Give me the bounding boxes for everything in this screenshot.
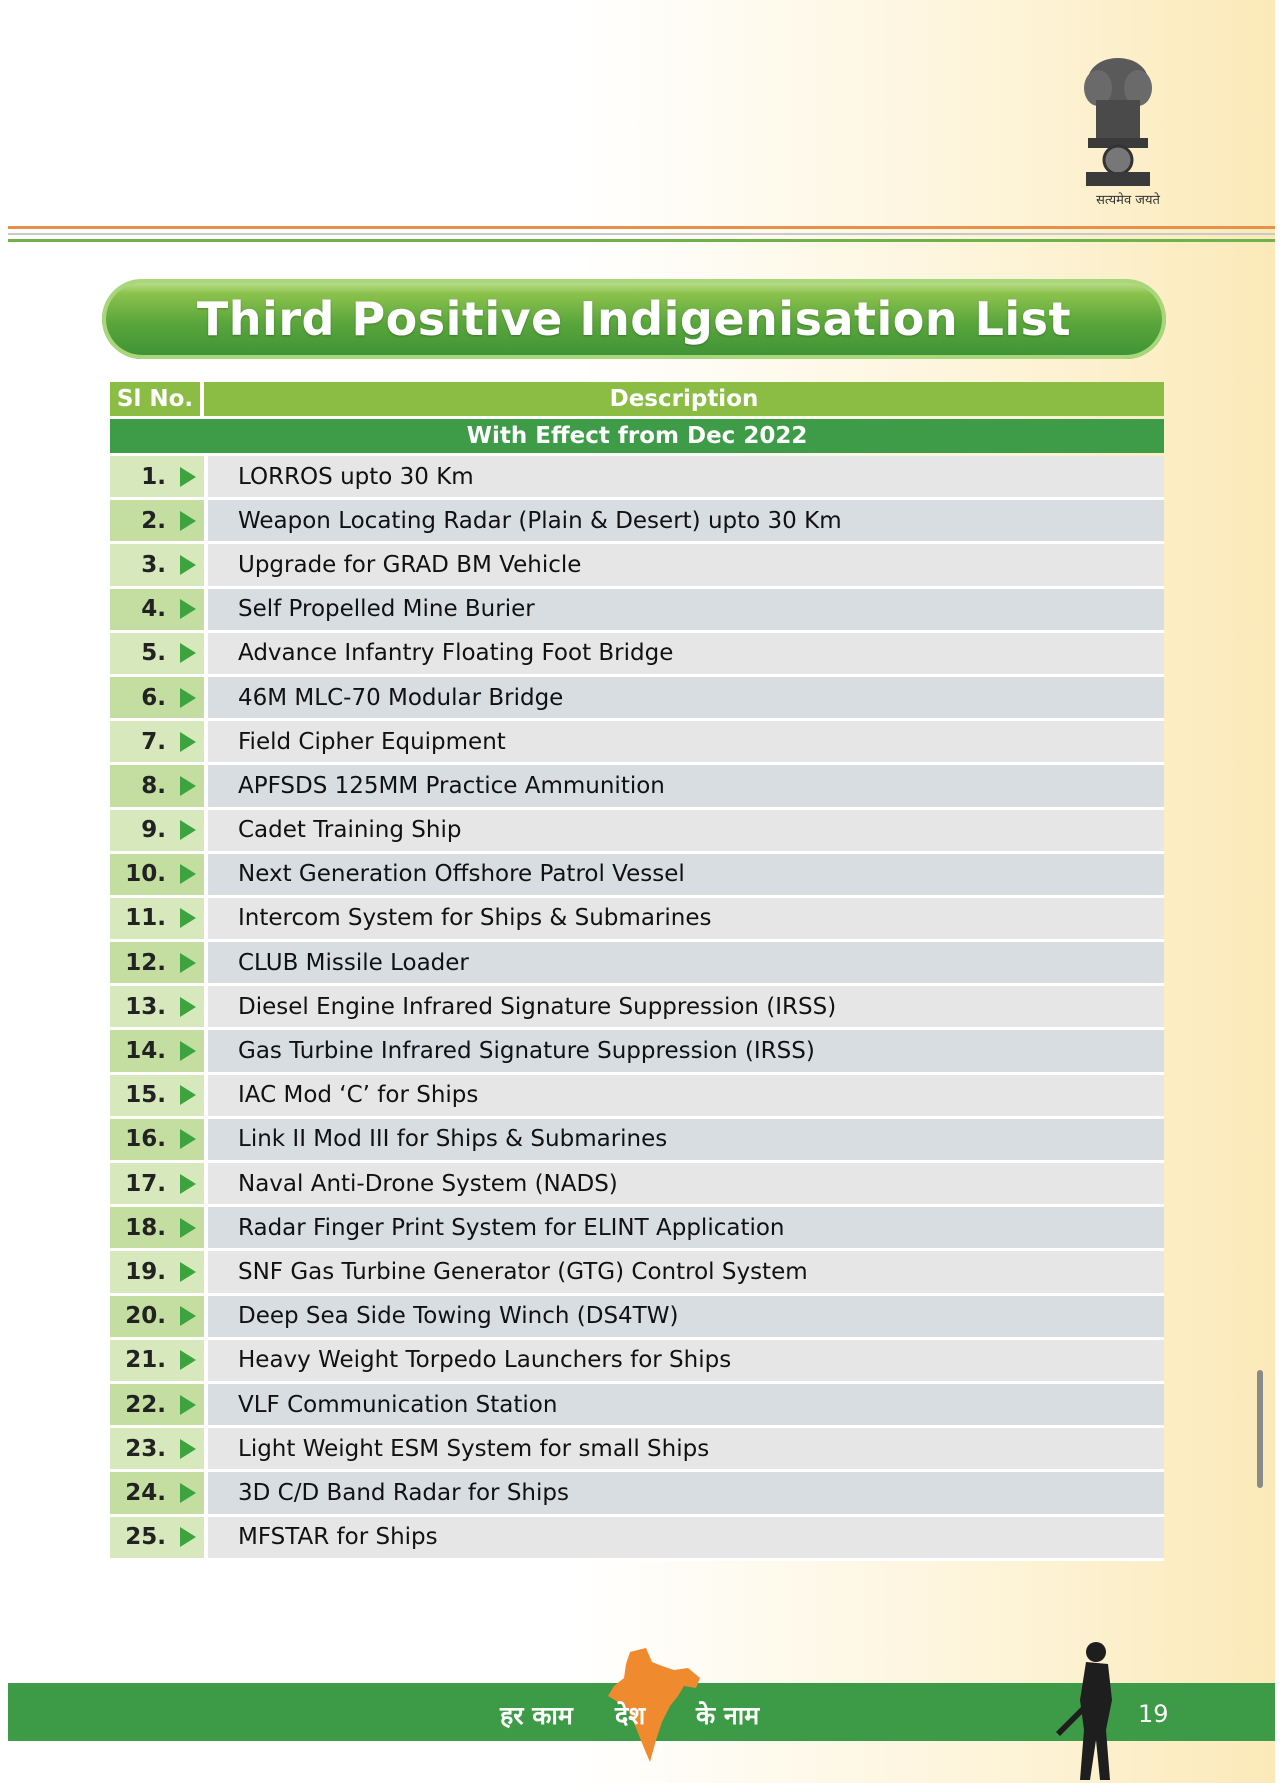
description-cell: IAC Mod ‘C’ for Ships [208,1075,1164,1116]
title-banner [102,279,1166,359]
serial-number: 4. [141,596,166,623]
description-cell: Weapon Locating Radar (Plain & Desert) upto 30 Km [208,500,1164,541]
table-row [110,765,1164,809]
serial-cell [110,544,204,585]
table-row [110,1472,1164,1516]
description-cell: SNF Gas Turbine Generator (GTG) Control System [208,1251,1164,1292]
page-title: Third Positive Indigenisation List [196,292,1072,346]
serial-cell [110,1340,204,1381]
play-arrow-icon [180,1350,196,1370]
table-row [110,1163,1164,1207]
serial-cell [110,456,204,497]
play-arrow-icon [180,1439,196,1459]
serial-cell [110,1384,204,1425]
serial-cell [110,1030,204,1071]
play-arrow-icon [180,599,196,619]
play-arrow-icon [180,997,196,1017]
table-row [110,898,1164,942]
serial-cell [110,854,204,895]
table-row [110,589,1164,633]
description-cell: 46M MLC-70 Modular Bridge [208,677,1164,718]
table-row [110,633,1164,677]
document-page [8,0,1275,1783]
serial-number: 20. [125,1303,166,1330]
serial-number: 19. [125,1258,166,1285]
description-cell: Field Cipher Equipment [208,721,1164,762]
table-row [110,1428,1164,1472]
table-row [110,721,1164,765]
table-header [110,382,1164,416]
serial-cell [110,1517,204,1558]
serial-number: 1. [141,463,166,490]
serial-number: 11. [125,905,166,932]
play-arrow-icon [180,1041,196,1061]
serial-cell [110,986,204,1027]
table-row [110,1384,1164,1428]
table-body [110,456,1164,1561]
serial-cell [110,1163,204,1204]
table-row [110,942,1164,986]
grey-rule [8,233,1275,235]
serial-cell [110,765,204,806]
table-row [110,456,1164,500]
description-cell: Self Propelled Mine Burier [208,589,1164,630]
serial-number: 16. [125,1126,166,1153]
description-cell: CLUB Missile Loader [208,942,1164,983]
serial-cell [110,942,204,983]
play-arrow-icon [180,1218,196,1238]
play-arrow-icon [180,1306,196,1326]
description-cell: Upgrade for GRAD BM Vehicle [208,544,1164,585]
table-row [110,854,1164,898]
table-row [110,1119,1164,1163]
description-cell: Light Weight ESM System for small Ships [208,1428,1164,1469]
table-row [110,677,1164,721]
saffron-rule [8,226,1275,229]
serial-number: 25. [125,1524,166,1551]
serial-number: 21. [125,1347,166,1374]
scrollbar-thumb[interactable] [1257,1370,1263,1488]
play-arrow-icon [180,1174,196,1194]
serial-number: 18. [125,1214,166,1241]
serial-cell [110,500,204,541]
serial-number: 6. [141,684,166,711]
serial-number: 23. [125,1435,166,1462]
description-cell: Diesel Engine Infrared Signature Suppression (IRSS) [208,986,1164,1027]
table-row [110,1207,1164,1251]
table-row [110,1251,1164,1295]
play-arrow-icon [180,1527,196,1547]
section-header: With Effect from Dec 2022 [110,419,1164,453]
description-cell: Heavy Weight Torpedo Launchers for Ships [208,1340,1164,1381]
play-arrow-icon [180,1395,196,1415]
play-arrow-icon [180,732,196,752]
description-cell: APFSDS 125MM Practice Ammunition [208,765,1164,806]
serial-number: 17. [125,1170,166,1197]
play-arrow-icon [180,688,196,708]
serial-number: 3. [141,551,166,578]
serial-number: 2. [141,507,166,534]
play-arrow-icon [180,908,196,928]
table-row [110,1075,1164,1119]
national-emblem-icon [1068,50,1168,210]
play-arrow-icon [180,776,196,796]
page-number: 19 [1138,1700,1169,1728]
description-cell: LORROS upto 30 Km [208,456,1164,497]
indigenisation-table [110,382,1164,1561]
serial-number: 5. [141,640,166,667]
description-cell: Radar Finger Print System for ELINT Application [208,1207,1164,1248]
serial-number: 14. [125,1038,166,1065]
description-cell: Deep Sea Side Towing Winch (DS4TW) [208,1296,1164,1337]
serial-number: 22. [125,1391,166,1418]
table-row [110,810,1164,854]
serial-cell [110,721,204,762]
play-arrow-icon [180,511,196,531]
serial-cell [110,633,204,674]
description-cell: Advance Infantry Floating Foot Bridge [208,633,1164,674]
serial-number: 9. [141,817,166,844]
play-arrow-icon [180,1483,196,1503]
description-cell: 3D C/D Band Radar for Ships [208,1472,1164,1513]
soldier-silhouette-icon [1056,1640,1126,1783]
sl-no-header: Sl No. [110,382,200,416]
description-cell: Next Generation Offshore Patrol Vessel [208,854,1164,895]
description-cell: MFSTAR for Ships [208,1517,1164,1558]
serial-number: 13. [125,993,166,1020]
description-cell: Intercom System for Ships & Submarines [208,898,1164,939]
table-row [110,986,1164,1030]
serial-number: 8. [141,772,166,799]
serial-number: 10. [125,861,166,888]
description-cell: VLF Communication Station [208,1384,1164,1425]
table-row [110,1296,1164,1340]
serial-number: 15. [125,1082,166,1109]
emblem-caption: सत्यमेव जयते [1096,193,1160,208]
slogan-right: के नाम [696,1701,760,1730]
serial-cell [110,1251,204,1292]
serial-number: 24. [125,1479,166,1506]
description-cell: Gas Turbine Infrared Signature Suppression (IRSS) [208,1030,1164,1071]
table-row [110,1030,1164,1074]
serial-number: 12. [125,949,166,976]
play-arrow-icon [180,953,196,973]
serial-cell [110,1296,204,1337]
table-row [110,544,1164,588]
green-rule [8,239,1275,242]
serial-cell [110,898,204,939]
serial-cell [110,1075,204,1116]
slogan-mid: देश [615,1701,646,1730]
description-cell: Link II Mod III for Ships & Submarines [208,1119,1164,1160]
play-arrow-icon [180,1262,196,1282]
description-header: Description [204,382,1164,416]
table-row [110,1340,1164,1384]
serial-cell [110,810,204,851]
description-cell: Naval Anti-Drone System (NADS) [208,1163,1164,1204]
serial-cell [110,1207,204,1248]
play-arrow-icon [180,467,196,487]
serial-cell [110,1472,204,1513]
serial-cell [110,1119,204,1160]
play-arrow-icon [180,1129,196,1149]
table-row [110,500,1164,544]
play-arrow-icon [180,1085,196,1105]
table-row [110,1517,1164,1561]
play-arrow-icon [180,820,196,840]
play-arrow-icon [180,555,196,575]
serial-number: 7. [141,728,166,755]
slogan-left: हर काम [500,1701,573,1730]
serial-cell [110,677,204,718]
serial-cell [110,589,204,630]
serial-cell [110,1428,204,1469]
play-arrow-icon [180,643,196,663]
play-arrow-icon [180,864,196,884]
description-cell: Cadet Training Ship [208,810,1164,851]
